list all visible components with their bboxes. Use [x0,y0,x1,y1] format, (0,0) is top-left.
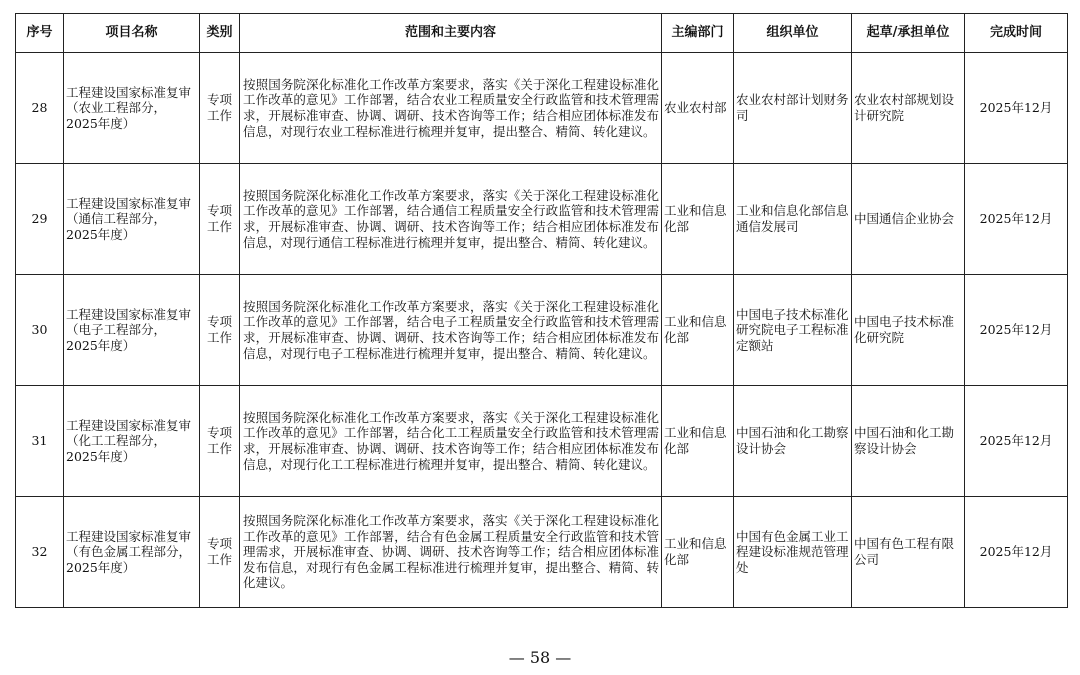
cell-organizer: 中国石油和化工勘察设计协会 [734,386,852,497]
cell-lead-dept: 工业和信息化部 [662,386,734,497]
cell-drafter: 中国电子技术标准化研究院 [852,275,965,386]
cell-completion-date: 2025年12月 [965,386,1068,497]
cell-organizer: 农业农村部计划财务司 [734,53,852,164]
cell-project-name: 工程建设国家标准复审（农业工程部分，2025年度） [64,53,200,164]
table-row [16,164,1068,275]
table-row [16,53,1068,164]
cell-no: 28 [16,53,64,164]
page-number: — 58 — [508,648,572,667]
cell-no: 32 [16,497,64,608]
cell-organizer: 中国电子技术标准化研究院电子工程标准定额站 [734,275,852,386]
header-organizer: 组织单位 [734,14,852,53]
cell-drafter: 中国通信企业协会 [852,164,965,275]
cell-scope-content: 按照国务院深化标准化工作改革方案要求，落实《关于深化工程建设标准化工作改革的意见》工作部署，结合电子工程质量安全行政监管和技术管理需求，开展标准审查、协调、调研、技术咨询等工作；结合相应团体标准发布信息，对现行电子工程标准进行梳理并复审，提出整合、精简、转化建议。 [240,275,662,386]
cell-project-name: 工程建设国家标准复审（有色金属工程部分，2025年度） [64,497,200,608]
cell-lead-dept: 工业和信息化部 [662,497,734,608]
header-scope-content: 范围和主要内容 [240,14,662,53]
cell-lead-dept: 农业农村部 [662,53,734,164]
cell-drafter: 农业农村部规划设计研究院 [852,53,965,164]
table-row [16,275,1068,386]
cell-completion-date: 2025年12月 [965,164,1068,275]
header-project-name: 项目名称 [64,14,200,53]
cell-completion-date: 2025年12月 [965,275,1068,386]
header-no: 序号 [16,14,64,53]
table-row [16,497,1068,608]
header-completion-date: 完成时间 [965,14,1068,53]
header-drafter: 起草/承担单位 [852,14,965,53]
cell-drafter: 中国石油和化工勘察设计协会 [852,386,965,497]
cell-project-name: 工程建设国家标准复审（电子工程部分，2025年度） [64,275,200,386]
cell-scope-content: 按照国务院深化标准化工作改革方案要求，落实《关于深化工程建设标准化工作改革的意见》工作部署，结合通信工程质量安全行政监管和技术管理需求，开展标准审查、协调、调研、技术咨询等工作；结合相应团体标准发布信息，对现行通信工程标准进行梳理并复审，提出整合、精简、转化建议。 [240,164,662,275]
cell-no: 30 [16,275,64,386]
cell-category: 专项工作 [200,275,240,386]
header-category: 类别 [200,14,240,53]
cell-lead-dept: 工业和信息化部 [662,164,734,275]
standards-review-table [15,13,1068,608]
table-header-row [16,14,1068,53]
cell-lead-dept: 工业和信息化部 [662,275,734,386]
cell-category: 专项工作 [200,497,240,608]
cell-scope-content: 按照国务院深化标准化工作改革方案要求，落实《关于深化工程建设标准化工作改革的意见》工作部署，结合化工工程质量安全行政监管和技术管理需求，开展标准审查、协调、调研、技术咨询等工作；结合相应团体标准发布信息，对现行化工工程标准进行梳理并复审，提出整合、精简、转化建议。 [240,386,662,497]
header-lead-dept: 主编部门 [662,14,734,53]
cell-scope-content: 按照国务院深化标准化工作改革方案要求，落实《关于深化工程建设标准化工作改革的意见》工作部署，结合有色金属工程质量安全行政监管和技术管理需求，开展标准审查、协调、调研、技术咨询等工作；结合相应团体标准发布信息，对现行有色金属工程标准进行梳理并复审，提出整合、精简、转化建议。 [240,497,662,608]
cell-project-name: 工程建设国家标准复审（通信工程部分，2025年度） [64,164,200,275]
cell-organizer: 中国有色金属工业工程建设标准规范管理处 [734,497,852,608]
cell-category: 专项工作 [200,53,240,164]
cell-no: 29 [16,164,64,275]
cell-scope-content: 按照国务院深化标准化工作改革方案要求，落实《关于深化工程建设标准化工作改革的意见》工作部署，结合农业工程质量安全行政监管和技术管理需求，开展标准审查、协调、调研、技术咨询等工作；结合相应团体标准发布信息，对现行农业工程标准进行梳理并复审，提出整合、精简、转化建议。 [240,53,662,164]
cell-organizer: 工业和信息化部信息通信发展司 [734,164,852,275]
cell-completion-date: 2025年12月 [965,497,1068,608]
cell-project-name: 工程建设国家标准复审（化工工程部分，2025年度） [64,386,200,497]
cell-no: 31 [16,386,64,497]
table-row [16,386,1068,497]
cell-category: 专项工作 [200,386,240,497]
cell-completion-date: 2025年12月 [965,53,1068,164]
cell-category: 专项工作 [200,164,240,275]
cell-drafter: 中国有色工程有限公司 [852,497,965,608]
